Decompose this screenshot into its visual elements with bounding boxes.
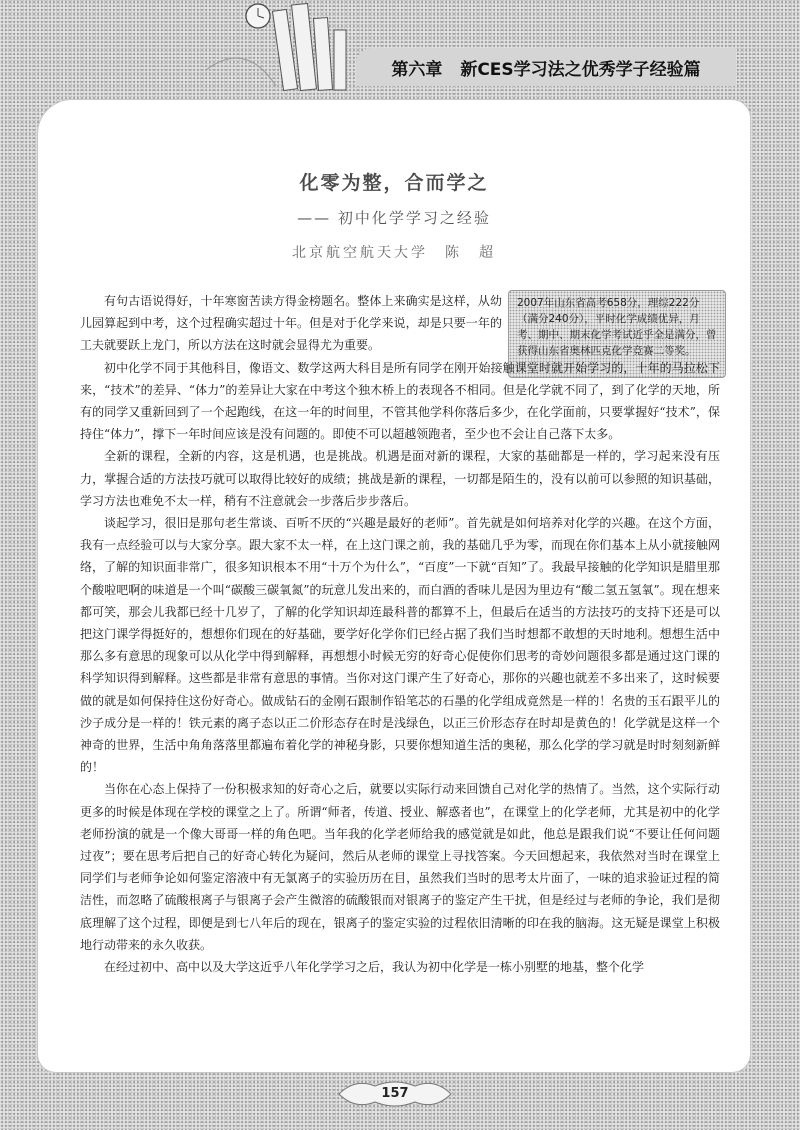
paragraph: 有句古语说得好，十年寒窗苦读方得金榜题名。整体上来确实是这样，从幼儿园算起到中考，这个过程确实超过十年。但是对于化学来说，却是只要一年的工夫就要跃上龙门，所以方法在这时就会显得尤为重要。 [80, 294, 502, 353]
page-number: 157 [381, 1086, 409, 1101]
header-decoration [186, 0, 376, 100]
article-body [80, 290, 720, 978]
chapter-number: 第六章 [391, 59, 443, 80]
paragraph: 初中化学不同于其他科目，像语文、数学这两大科目是所有同学在刚开始接触课堂时就开始学习的，十年的马拉松下来，“技术”的差异、“体力”的差异让大家在中考这个独木桥上的表现各不相同。但是化学就不同了，到了化学的天地，所有的同学又重新回到了一个起跑线，在这一年的时间里，不管其他学科你落后多少，在化学面前，只要掌握好“技术”，保持住“体力”，撑下一年时间应该是没有问题的。即使不可以超越领跑者，至少也不会让自己落下太多。 [80, 360, 720, 442]
article-heading [38, 168, 750, 262]
chapter-header [356, 48, 736, 86]
article-subtitle: —— 初中化学学习之经验 [297, 209, 491, 227]
article-title: 化零为整，合而学之 [299, 172, 489, 194]
paragraph: 当你在心态上保持了一份积极求知的好奇心之后，就要以实际行动来回馈自己对化学的热情了。当然，这个实际行动更多的时候是体现在学校的课堂之上了。所谓“师者，传道、授业、解惑者也”，在课堂上的化学老师，尤其是初中的化学老师扮演的就是一个像大哥哥一样的角色吧。当年我的化学老师给我的感觉就是如此，他总是跟我们说“不要让任何问题过夜”；要在思考后把自己的好奇心转化为疑问，然后从老师的课堂上寻找答案。今天回想起来，我依然对当时在课堂上同学们与老师争论如何鉴定溶液中有无氯离子的实验历历在目，虽然我们当时的思考太片面了，一味的追求验证过程的简洁性，而忽略了硫酸根离子与银离子会产生微溶的硫酸银而对银离子的鉴定产生干扰，但是经过与老师的争论，我们是彻底理解了这个过程，即便是到七八年后的现在，银离子的鉴定实验的过程依旧清晰的印在我的脑海。这无疑是课堂上积极地行动带来的永久收获。 [80, 782, 720, 952]
paragraph: 全新的课程，全新的内容，这是机遇，也是挑战。机遇是面对新的课程，大家的基础都是一样的，学习起来没有压力，掌握合适的方法技巧就可以取得比较好的成绩；挑战是新的课程，一切都是陌生的，没有以前可以参照的知识基础，学习方法也难免不太一样，稍有不注意就会一步落后步步落后。 [80, 449, 720, 508]
paragraph: 在经过初中、高中以及大学这近乎八年化学学习之后，我认为初中化学是一栋小别墅的地基，整个化学 [104, 960, 645, 975]
chapter-title: 新CES学习法之优秀学子经验篇 [460, 59, 701, 80]
paragraph: 谈起学习，很旧是那句老生常谈、百听不厌的“兴趣是最好的老师”。首先就是如何培养对化学的兴趣。在这个方面，我有一点经验可以与大家分享。跟大家不太一样，在上这门课之前，我的基础几乎为零，而现在你们基本上从小就接触网络，了解的知识面非常广，很多知识根本不用“十万个为什么”，“百度”一下就“百知”了。我最早接触的化学知识是腊里那个酸啦吧啊的味道是一个叫“碳酸三碳氧氮”的玩意儿发出来的，而白酒的香味儿是因为里边有“酸二氢五氢氧”。现在想来都可笑，那会儿我都已经十几岁了，了解的化学知识却连最科普的都算不上，但最后在适当的方法技巧的支持下还是可以把这门课学得挺好的，想想你们现在的好基础，要学好化学你们已经占据了我们当时想都不敢想的天时地利。想想生活中那么多有意思的现象可以从化学中得到解释，再想想小时候无穷的好奇心促使你们思考的奇妙问题很多都是通过这门课的科学知识得到解释。这些都是非常有意思的事情。当你对这门课产生了好奇心，那你的兴趣也就差不多出来了，这时候要做的就是如何保持住这份好奇心。做成钻石的金刚石跟制作铅笔芯的石墨的化学组成竟然是一样的！名贵的玉石跟平儿的沙子成分是一样的！铁元素的离子态以正二价形态存在时是浅绿色，以正三价形态存在时却是黄色的！化学就是这样一个神奇的世界，生活中角角落落里都遍布着化学的神秘身影，只要你想知道生活的奥秘，那么化学的学习就是时时刻刻新鲜的！ [80, 516, 720, 775]
author-profile-text: 2007年山东省高考658分，理综222分（满分240分），平时化学成绩优异，月考、期中、期末化学考试近乎全是满分，曾获得山东省奥林匹克化学竞赛二等奖。 [517, 297, 717, 357]
city-skyline-icon [273, 3, 346, 90]
clock-icon [246, 4, 270, 28]
article-author: 北京航空航天大学 陈 超 [292, 245, 496, 261]
